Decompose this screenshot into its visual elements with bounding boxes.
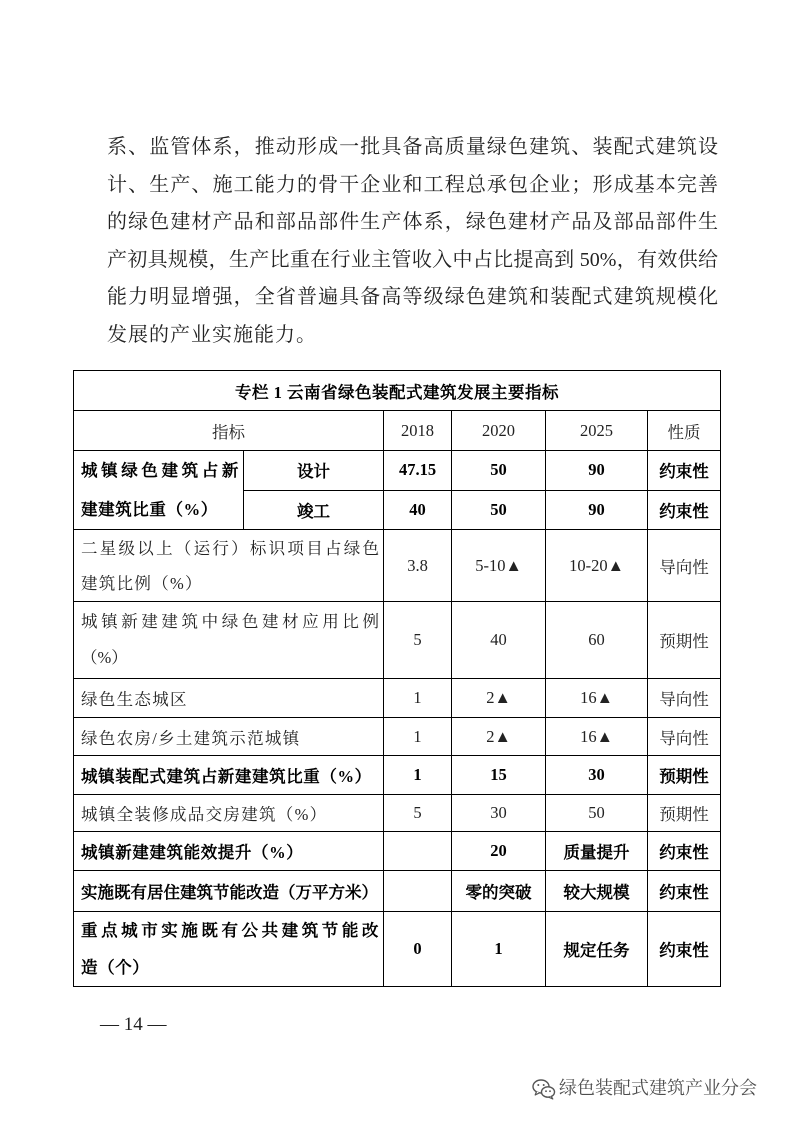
paragraph-line: 系、监管体系，推动形成一批具备高质量绿色建筑、装配式建筑设 <box>107 136 718 158</box>
nature-value: 约束性 <box>648 871 721 912</box>
value-2018-empty <box>384 832 452 871</box>
paragraph-line: 产初具规模，生产比重在行业主管收入中占比提高到 50%，有效供给 <box>107 248 718 271</box>
value-2025: 10-20▲ <box>546 530 648 602</box>
value-2020: 零的突破 <box>452 871 546 912</box>
table-row <box>74 451 721 491</box>
indicator-label-line: 二星级以上（运行）标识项目占绿色 <box>81 538 379 558</box>
value-2020: 5-10▲ <box>452 530 546 602</box>
nature-value: 约束性 <box>648 912 721 987</box>
nature-value: 约束性 <box>648 490 721 530</box>
indicator-label <box>74 912 384 987</box>
watermark-text: 绿色装配式建筑产业分会 <box>559 1078 757 1099</box>
indicator-label-line: 建筑比例（%） <box>81 573 203 593</box>
value-2020: 1 <box>452 912 546 987</box>
value-2025: 质量提升 <box>546 832 648 871</box>
indicator-label: 绿色农房/乡土建筑示范城镇 <box>74 718 384 756</box>
value-2025: 30 <box>546 756 648 795</box>
value-2020: 2▲ <box>452 718 546 756</box>
indicator-label: 实施既有居住建筑节能改造（万平方米） <box>74 871 384 912</box>
nature-value: 预期性 <box>648 756 721 795</box>
indicator-table <box>73 370 721 987</box>
value-2018: 47.15 <box>384 451 452 491</box>
indicator-label-line: 建建筑比重（%） <box>81 500 218 519</box>
nature-value: 约束性 <box>648 832 721 871</box>
nature-value: 导向性 <box>648 679 721 718</box>
value-2025: 90 <box>546 451 648 491</box>
header-2025: 2025 <box>546 411 648 451</box>
table-title: 专栏 1 云南省绿色装配式建筑发展主要指标 <box>74 371 721 411</box>
value-2018: 40 <box>384 490 452 530</box>
nature-value: 预期性 <box>648 795 721 832</box>
header-nature: 性质 <box>648 411 721 451</box>
sub-indicator: 竣工 <box>244 490 384 530</box>
value-2018: 1 <box>384 679 452 718</box>
indicator-label: 城镇全装修成品交房建筑（%） <box>74 795 384 832</box>
nature-value: 约束性 <box>648 451 721 491</box>
value-2018: 3.8 <box>384 530 452 602</box>
value-2025: 较大规模 <box>546 871 648 912</box>
indicator-label-line: 重点城市实施既有公共建筑节能改 <box>81 921 379 940</box>
value-2025: 60 <box>546 602 648 679</box>
nature-value: 预期性 <box>648 602 721 679</box>
sub-indicator: 设计 <box>244 451 384 491</box>
value-2020: 2▲ <box>452 679 546 718</box>
body-paragraph <box>107 129 718 355</box>
table-row <box>74 602 721 679</box>
indicator-label <box>74 451 244 530</box>
value-2020: 20 <box>452 832 546 871</box>
table-row <box>74 795 721 832</box>
value-2018: 0 <box>384 912 452 987</box>
value-2020: 40 <box>452 602 546 679</box>
table-row <box>74 679 721 718</box>
value-2025: 16▲ <box>546 718 648 756</box>
paragraph-line: 发展的产业实施能力。 <box>107 323 317 346</box>
paragraph-line: 计、生产、施工能力的骨干企业和工程总承包企业；形成基本完善 <box>107 173 718 196</box>
value-2018: 1 <box>384 756 452 795</box>
value-2020: 15 <box>452 756 546 795</box>
value-2018-empty <box>384 871 452 912</box>
indicator-label-line: 城镇绿色建筑占新 <box>81 461 239 480</box>
table-row <box>74 871 721 912</box>
wechat-icon <box>532 1078 556 1100</box>
value-2018: 5 <box>384 602 452 679</box>
table-row <box>74 530 721 602</box>
table-header-row <box>74 411 721 451</box>
table-row <box>74 756 721 795</box>
table-row <box>74 718 721 756</box>
value-2018: 1 <box>384 718 452 756</box>
value-2025: 90 <box>546 490 648 530</box>
paragraph-line: 能力明显增强，全省普遍具备高等级绿色建筑和装配式建筑规模化 <box>107 286 718 309</box>
indicator-label: 城镇装配式建筑占新建建筑比重（%） <box>74 756 384 795</box>
header-2020: 2020 <box>452 411 546 451</box>
table-row <box>74 912 721 987</box>
value-2020: 50 <box>452 490 546 530</box>
nature-value: 导向性 <box>648 530 721 602</box>
indicator-label-line: 城镇新建建筑中绿色建材应用比例 <box>81 612 379 631</box>
value-2018: 5 <box>384 795 452 832</box>
indicator-label: 城镇新建建筑能效提升（%） <box>74 832 384 871</box>
table-row <box>74 832 721 871</box>
value-2025: 50 <box>546 795 648 832</box>
value-2025: 规定任务 <box>546 912 648 987</box>
header-2018: 2018 <box>384 411 452 451</box>
paragraph-line: 的绿色建材产品和部品部件生产体系，绿色建材产品及部品部件生 <box>107 211 718 234</box>
indicator-label <box>74 530 384 602</box>
indicator-label: 绿色生态城区 <box>74 679 384 718</box>
indicator-label-line: （%） <box>81 648 128 667</box>
nature-value: 导向性 <box>648 718 721 756</box>
value-2020: 30 <box>452 795 546 832</box>
value-2020: 50 <box>452 451 546 491</box>
page-number: — 14 — <box>100 1014 167 1035</box>
indicator-label-line: 造（个） <box>81 958 150 977</box>
indicator-label <box>74 602 384 679</box>
table-title-row <box>74 371 721 411</box>
header-indicator: 指标 <box>74 411 384 451</box>
value-2025: 16▲ <box>546 679 648 718</box>
